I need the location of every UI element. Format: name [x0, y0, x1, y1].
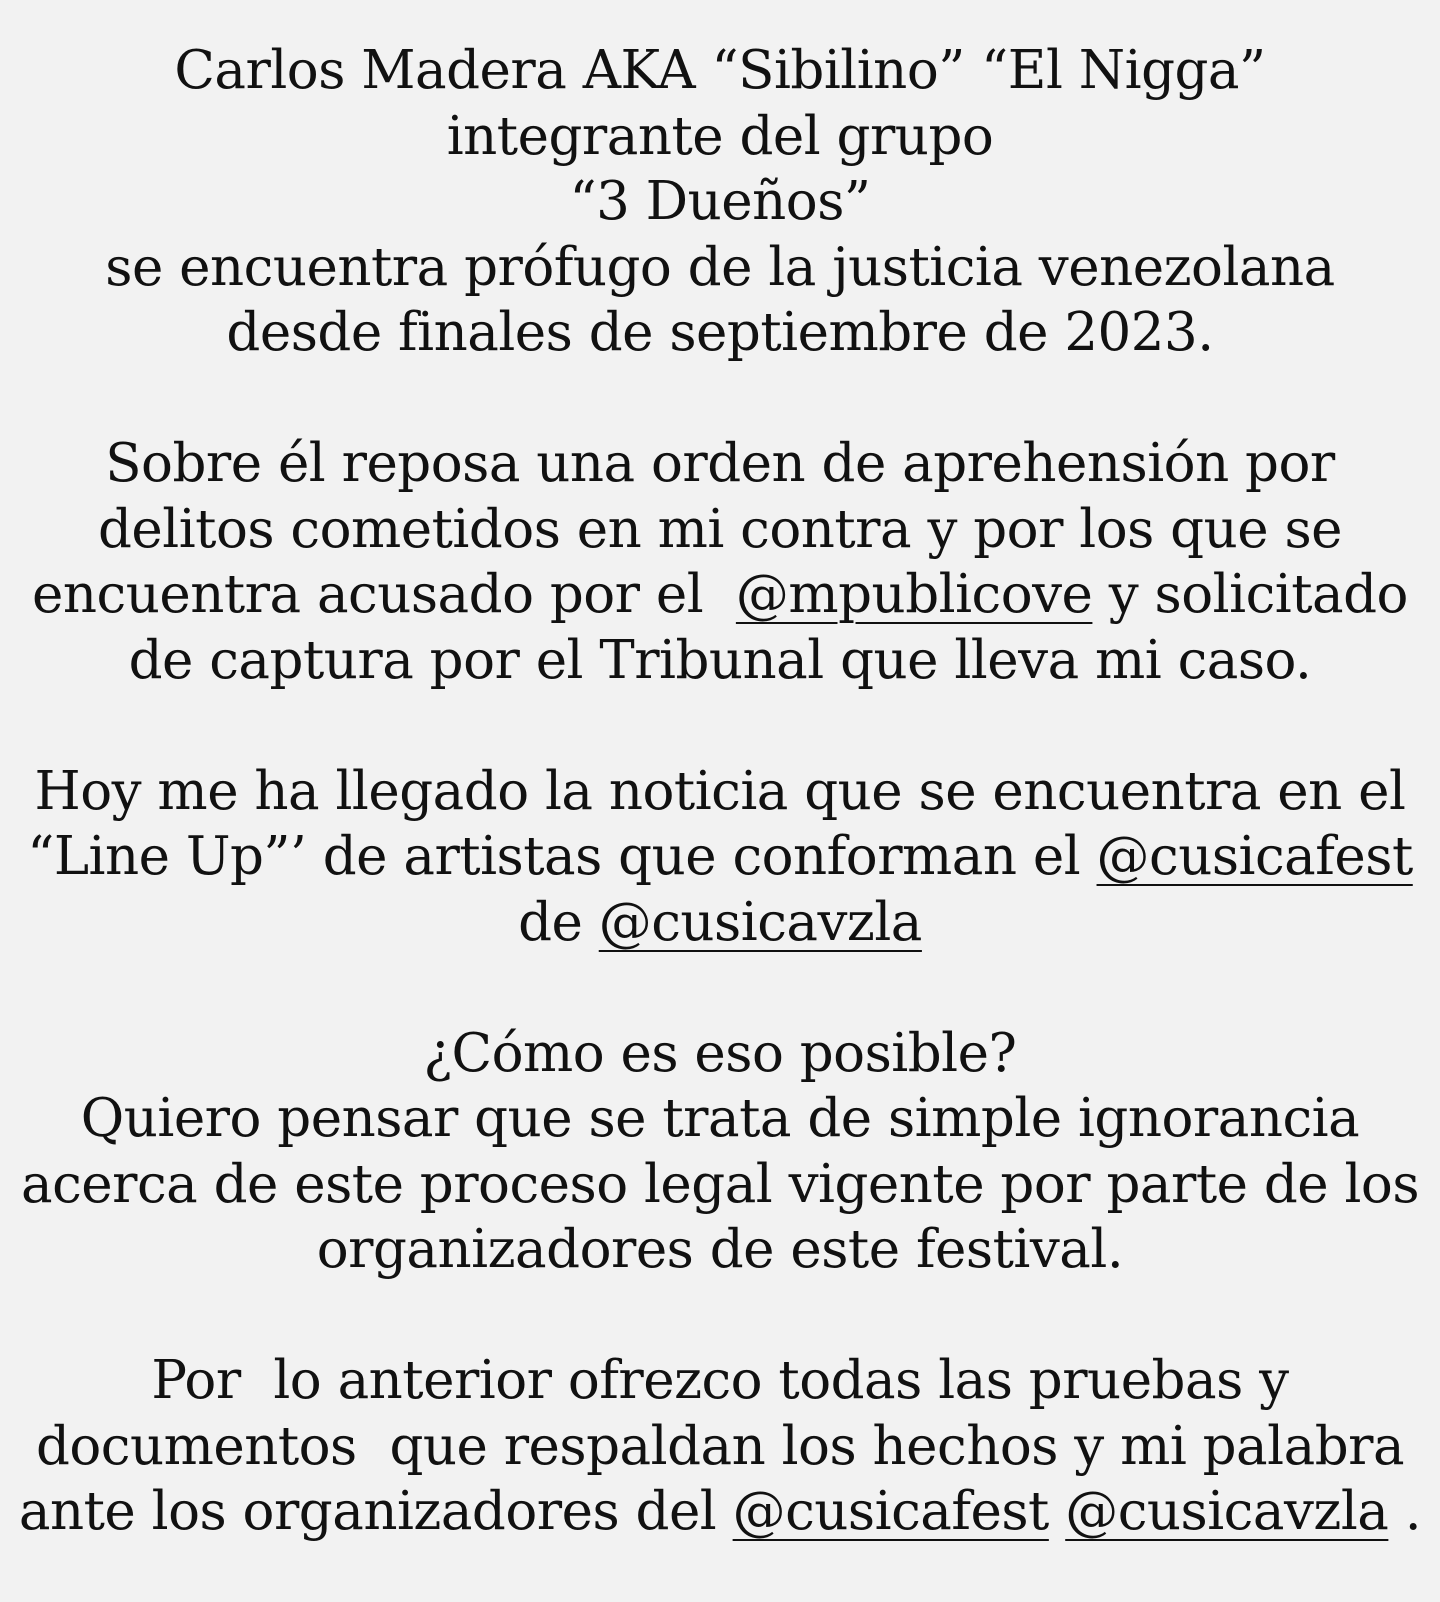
text-line: Hoy me ha llegado la noticia que se encuentra en el: [34, 760, 1406, 822]
text-line: “3 Dueños”: [569, 171, 871, 232]
text-fragment: encuentra acusado por el: [32, 564, 736, 625]
paragraph-question: [0, 1021, 1440, 1283]
mention-mpublicove-link[interactable]: @mpublicove: [735, 564, 1093, 625]
text-line: delitos cometidos en mi contra y por los que se: [97, 498, 1343, 560]
text-line: Por lo anterior ofrezco todas las pruebas y: [151, 1350, 1289, 1411]
text-line: acerca de este proceso legal vigente por parte de los: [20, 1153, 1420, 1215]
story-text: [0, 38, 1440, 1545]
text-line: desde finales de septiembre de 2023.: [226, 302, 1214, 363]
text-line: Carlos Madera AKA “Sibilino” “El Nigga”: [174, 40, 1266, 101]
mention-cusicafest-link[interactable]: @cusicafest: [1096, 826, 1413, 887]
text-line: Sobre él reposa una orden de aprehensión por: [105, 433, 1335, 494]
text-fragment: “Line Up”’ de artistas que conforman el: [27, 826, 1097, 887]
text-fragment: .: [1388, 1481, 1422, 1542]
paragraph-warrant: [0, 431, 1440, 693]
text-line: se encuentra prófugo de la justicia venezolana: [105, 236, 1335, 298]
text-fragment: y solicitado: [1092, 564, 1408, 625]
mention-cusicavzla-link[interactable]: @cusicavzla: [1065, 1481, 1389, 1542]
text-line: documentos que respaldan los hechos y mi palabra: [35, 1415, 1405, 1477]
paragraph-intro: [0, 38, 1440, 366]
text-line: [0, 824, 1440, 890]
text-line: de captura por el Tribunal que lleva mi caso.: [128, 629, 1312, 691]
text-fragment: [1049, 1481, 1065, 1542]
text-line: [0, 890, 1440, 956]
text-line: Quiero pensar que se trata de simple ignorancia: [80, 1088, 1360, 1149]
text-line: organizadores de este festival.: [316, 1219, 1124, 1280]
text-line: integrante del grupo: [446, 105, 994, 167]
text-line: ¿Cómo es eso posible?: [423, 1022, 1017, 1084]
mention-cusicavzla-link[interactable]: @cusicavzla: [598, 891, 922, 953]
paragraph-offer: [0, 1348, 1440, 1545]
text-line: [0, 1479, 1440, 1545]
text-line: [0, 562, 1440, 628]
text-fragment: ante los organizadores del: [18, 1481, 733, 1542]
paragraph-lineup: [0, 759, 1440, 956]
text-fragment: de: [518, 891, 599, 953]
mention-cusicafest-link[interactable]: @cusicafest: [732, 1481, 1049, 1542]
